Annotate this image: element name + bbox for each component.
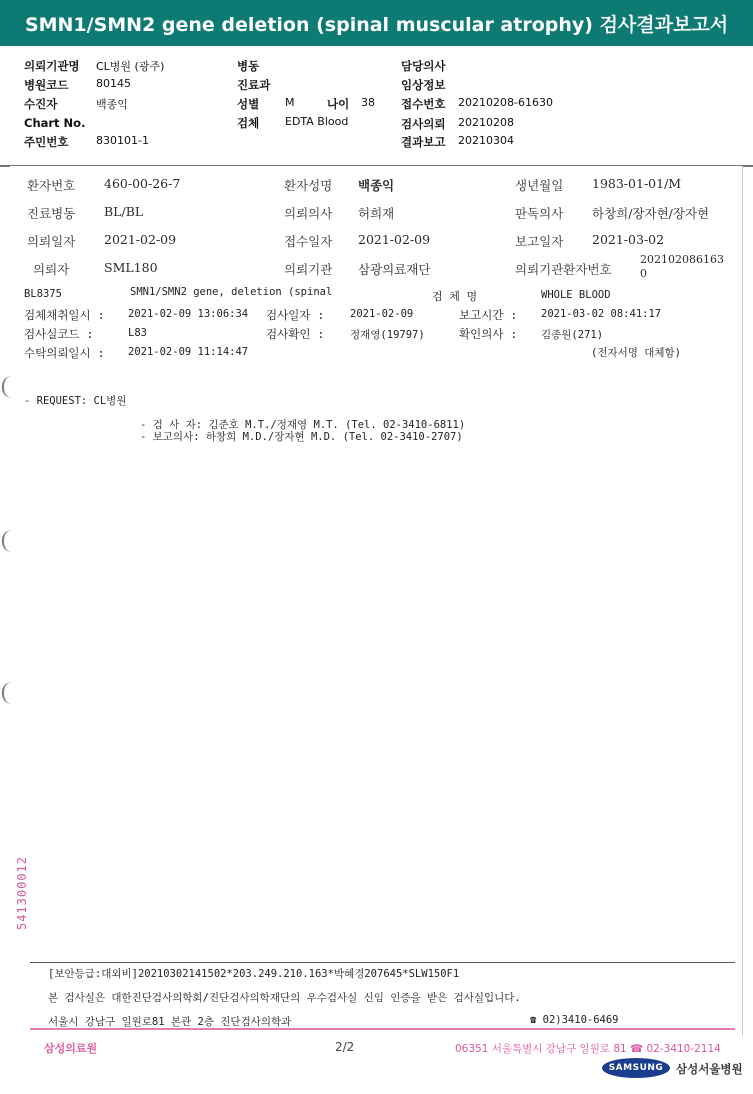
test-date-label: 검사일자 : [266,308,325,322]
resident-no-value: 830101-1 [96,134,149,147]
request-date-value: 2021-02-09 [104,232,177,247]
req-org-label: 의뢰기관명 [24,59,80,73]
test-name: SMN1/SMN2 gene, deletion (spinal [130,286,333,298]
inst-patient-no-value: 202102086163 [640,253,724,266]
accession-label: 접수번호 [401,97,446,111]
confirm-doctor-label: 확인의사 : [459,327,518,341]
req-org-value: CL병원 (광주) [96,60,165,73]
patient-id-value: 460-00-26-7 [104,176,181,191]
report-header [0,0,753,165]
collect-time-label: 검체채취일시 : [24,308,105,322]
ward-label: 진료병동 [27,206,76,221]
punch-hole [2,682,12,704]
request-line: - REQUEST: CL병원 [24,395,127,407]
test-confirm-value: 정재영(19797) [350,329,425,341]
receive-date-label: 접수일자 [284,234,333,249]
test-request-label: 검사의뢰 [401,117,446,131]
footer-divider [30,962,735,963]
req-inst-label: 의뢰기관 [284,262,333,277]
brand-left: 삼성의료원 [44,1042,98,1055]
esign-note: (전자서명 대체함) [591,347,681,359]
doctor-label: 담당의사 [401,59,446,73]
accession-value: 20210208-61630 [458,96,553,109]
ref-doctor-label: 의뢰의사 [284,206,333,221]
page-number: 2/2 [335,1040,355,1054]
recipient-value: 백종익 [96,98,128,111]
read-doctor-value: 하창희/장자현/장자현 [592,206,710,221]
report-title: SMN1/SMN2 gene deletion (spinal muscular atrophy) 검사결과보고서 [0,0,753,46]
test-request-value: 20210208 [458,116,514,129]
test-confirm-label: 검사확인 : [266,327,325,341]
receive-date-value: 2021-02-09 [358,232,431,247]
confirm-doctor-value: 김종원(271) [541,329,604,341]
clinical-label: 임상정보 [401,78,446,92]
sex-label: 성별 [237,97,260,111]
reporter-line: - 보고의사: 하창희 M.D./장자현 M.D. (Tel. 02-3410-2707) [140,431,463,443]
age-label: 나이 [327,97,350,111]
scanned-report [10,166,743,1036]
result-report-value: 20210304 [458,134,514,147]
resident-no-label: 주민번호 [24,135,69,149]
hospital-name: 삼성서울병원 [676,1062,743,1076]
patient-name-label: 환자성명 [284,178,333,193]
lab-code-label: 검사실코드 : [24,327,94,341]
lab-phone: ☎ 02)3410-6469 [530,1014,619,1026]
tester-line: - 검 사 자: 김준호 M.T./정재영 M.T. (Tel. 02-3410-6811) [140,419,466,431]
test-code: BL8375 [24,288,62,300]
chart-no-label: Chart No. [24,116,86,130]
punch-hole [2,530,12,552]
dept-label: 진료과 [237,78,271,92]
req-inst-value: 삼광의료재단 [358,262,431,277]
specimen-label: 검체 [237,116,260,130]
address-line: 서울시 강남구 일원로81 본관 2층 진단검사의학과 [48,1016,292,1028]
read-doctor-label: 판독의사 [515,206,564,221]
dob-value: 1983-01-01/M [592,176,682,191]
hospital-address: 06351 서울특별시 강남구 일원로 81 ☎ 02-3410-2114 [455,1043,721,1055]
report-time-value: 2021-03-02 08:41:17 [541,308,662,320]
receive-time-value: 2021-02-09 11:14:47 [128,346,249,358]
test-specimen-label: 검 체 명 [432,290,478,303]
report-date-value: 2021-03-02 [592,232,665,247]
report-date-label: 보고일자 [515,234,564,249]
request-date-label: 의뢰일자 [27,234,76,249]
report-time-label: 보고시간 : [459,308,518,322]
collect-time-value: 2021-02-09 13:06:34 [128,308,249,320]
dob-label: 생년월일 [515,178,564,193]
samsung-logo: SAMSUNG [602,1058,670,1078]
ward-value: BL/BL [104,204,144,219]
inst-patient-no-value-cont: 0 [640,267,647,280]
requester-label: 의뢰자 [33,262,70,277]
footer-pink-line [30,1028,735,1030]
patient-id-label: 환자번호 [27,178,76,193]
requester-value: SML180 [104,260,158,275]
ward-label: 병동 [237,59,260,73]
test-date-value: 2021-02-09 [350,308,414,320]
punch-hole [2,376,12,398]
ref-doctor-value: 허희재 [358,206,395,221]
recipient-label: 수진자 [24,97,58,111]
hosp-code-value: 80145 [96,77,131,90]
patient-name-value: 백종익 [358,178,395,193]
age-value: 38 [361,96,375,109]
hosp-code-label: 병원코드 [24,78,69,92]
receive-time-label: 수탁의뢰일시 : [24,346,105,360]
side-serial-number: 541300012 [15,855,29,930]
inst-patient-no-label: 의뢰기관환자번호 [515,262,612,277]
specimen-value: EDTA Blood [285,115,349,128]
test-specimen-value: WHOLE BLOOD [541,289,611,301]
sex-value: M [285,96,295,109]
result-report-label: 결과보고 [401,135,446,149]
lab-code-value: L83 [128,327,147,339]
certification-line: 본 검사실은 대한진단검사의학회/진단검사의학재단의 우수검사실 신임 인증을 받은 검사실입니다. [48,992,521,1004]
security-line: [보안등급:대외비]20210302141502*203.249.210.163*박혜경207645*SLW150F1 [48,968,460,980]
